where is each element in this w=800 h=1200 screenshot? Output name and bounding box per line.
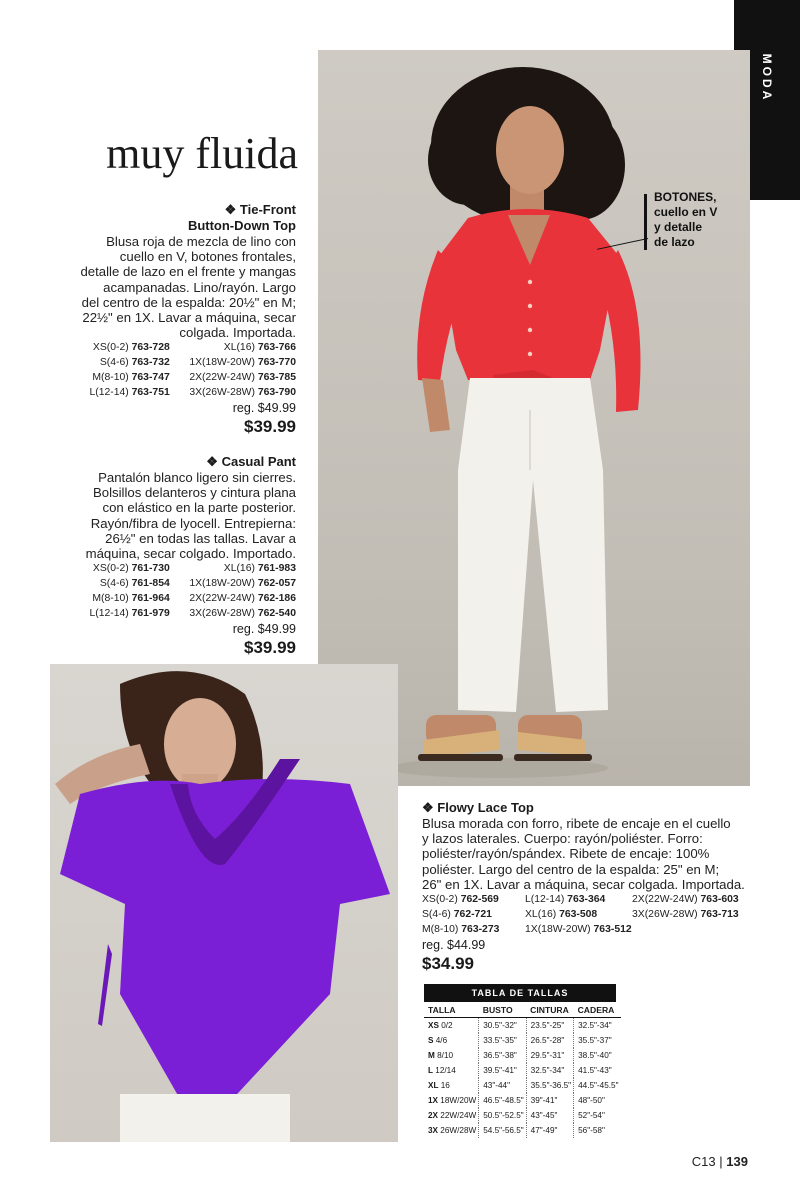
page-number-value: 139 [726, 1154, 748, 1169]
column-header: CINTURA [526, 1002, 573, 1018]
section-code: C13 [691, 1154, 716, 1169]
callout-line-1: BOTONES, [654, 190, 717, 204]
product-name: ❖ Tie-Front Button-Down Top [187, 202, 296, 233]
column-header: BUSTO [479, 1002, 526, 1018]
sale-price: $39.99 [244, 417, 296, 437]
size-code: XL(16) 763-508 [525, 909, 598, 921]
diamond-marker-icon: ❖ [422, 800, 434, 815]
size-code: M(8-10) 763-747 [92, 372, 170, 384]
diamond-marker-icon: ❖ [224, 202, 237, 217]
size-code: 3X(26W-28W) 762-540 [189, 608, 296, 620]
sale-price: $34.99 [422, 954, 474, 974]
size-code: 3X(26W-28W) 763-713 [632, 909, 739, 921]
product-name: ❖ Flowy Lace Top [422, 800, 534, 815]
diamond-marker-icon: ❖ [206, 454, 218, 469]
table-row: XL 16 43"-44" 35.5"-36.5" 44.5"-45.5" [424, 1078, 621, 1093]
product-flowy-lace-top [422, 800, 762, 975]
table-row: L 12/14 39.5"-41" 32.5"-34" 41.5"-43" [424, 1063, 621, 1078]
size-code: 2X(22W-24W) 763-603 [632, 894, 739, 906]
size-code: XS(0-2) 762-569 [422, 894, 499, 906]
size-code: XS(0-2) 761-730 [92, 563, 170, 575]
size-code-list [60, 340, 296, 400]
table-row: XS 0/2 30.5"-32" 23.5"-25" 32.5"-34" [424, 1018, 621, 1034]
size-code: XL(16) 763-766 [223, 342, 296, 354]
product-description: Pantalón blanco ligero sin cierres. Bolsillos delanteros y cintura plana con elástico en la parte posterior. Rayón/fibra de lyocell. Entrepierna: 26½" en todas las tallas. Lavar a máquina, secar colgado. Importado. [85, 470, 296, 562]
product-description: Blusa morada con forro, ribete de encaje en el cuello y lazos laterales. Cuerpo: rayón/poliéster. Forro: poliéster/rayón/spándex. Ribete de encaje: 100% poliéster. Largo del centro de la espalda: 25" en M; 26" en 1X. Lavar a máquina, secar colgada. Importada. [422, 816, 745, 892]
size-code: 2X(22W-24W) 763-785 [189, 372, 296, 384]
size-chart-table [424, 1002, 621, 1138]
callout-bar [644, 194, 647, 250]
size-chart-title: TABLA DE TALLAS [424, 984, 616, 1002]
size-chart-header-row [424, 1002, 621, 1018]
size-code: XS(0-2) 763-728 [92, 342, 170, 354]
column-header: TALLA [424, 1002, 479, 1018]
table-row: S 4/6 33.5"-35" 26.5"-28" 35.5"-37" [424, 1033, 621, 1048]
section-tab-label: MODA [760, 53, 774, 103]
size-code: 1X(18W-20W) 762-057 [189, 578, 296, 590]
regular-price: reg. $49.99 [232, 622, 296, 637]
size-code: XL(16) 761-983 [223, 563, 296, 575]
size-code: L(12-14) 761-979 [89, 608, 170, 620]
product-casual-pant [60, 454, 296, 659]
callout-text [654, 190, 734, 250]
table-row: M 8/10 36.5"-38" 29.5"-31" 38.5"-40" [424, 1048, 621, 1063]
size-code: L(12-14) 763-751 [89, 387, 170, 399]
size-code: 2X(22W-24W) 762-186 [189, 593, 296, 605]
sale-price: $39.99 [244, 638, 296, 658]
size-code: S(4-6) 761-854 [99, 578, 170, 590]
size-code-list [422, 892, 762, 937]
size-code: M(8-10) 763-273 [422, 924, 500, 936]
product-name: ❖ Casual Pant [206, 454, 296, 469]
page-number [692, 1154, 748, 1169]
column-header: CADERA [574, 1002, 621, 1018]
callout-line-2: cuello en V [654, 205, 718, 219]
size-code-list [60, 561, 296, 621]
page-separator: | [719, 1154, 723, 1169]
size-code: S(4-6) 763-732 [99, 357, 170, 369]
product-tie-front-top [60, 202, 296, 438]
size-code: L(12-14) 763-364 [525, 894, 606, 906]
regular-price: reg. $44.99 [422, 938, 486, 953]
size-code: 3X(26W-28W) 763-790 [189, 387, 296, 399]
size-code: S(4-6) 762-721 [422, 909, 492, 921]
size-chart [424, 984, 619, 1138]
size-code: 1X(18W-20W) 763-770 [189, 357, 296, 369]
page-title: muy fluida [106, 129, 298, 178]
table-row: 2X 22W/24W 50.5"-52.5" 43"-45" 52"-54" [424, 1108, 621, 1123]
table-row: 3X 26W/28W 54.5"-56.5" 47"-49" 56"-58" [424, 1123, 621, 1138]
table-row: 1X 18W/20W 46.5"-48.5" 39"-41" 48"-50" [424, 1093, 621, 1108]
callout-line-4: de lazo [654, 235, 695, 249]
regular-price: reg. $49.99 [232, 401, 296, 416]
model-illustration-purple-top [50, 664, 398, 1142]
size-code: 1X(18W-20W) 763-512 [525, 924, 632, 936]
callout-line-3: y detalle [654, 220, 703, 234]
product-description: Blusa roja de mezcla de lino con cuello en V, botones frontales, detalle de lazo en el frente y mangas acampanadas. Lino/rayón. Largo del centro de la espalda: 20½" en M; 22½" en 1X. Lavar a máquina, secar colgada. Importada. [80, 234, 296, 341]
model-photo-purple-top [50, 664, 398, 1142]
size-code: M(8-10) 761-964 [92, 593, 170, 605]
